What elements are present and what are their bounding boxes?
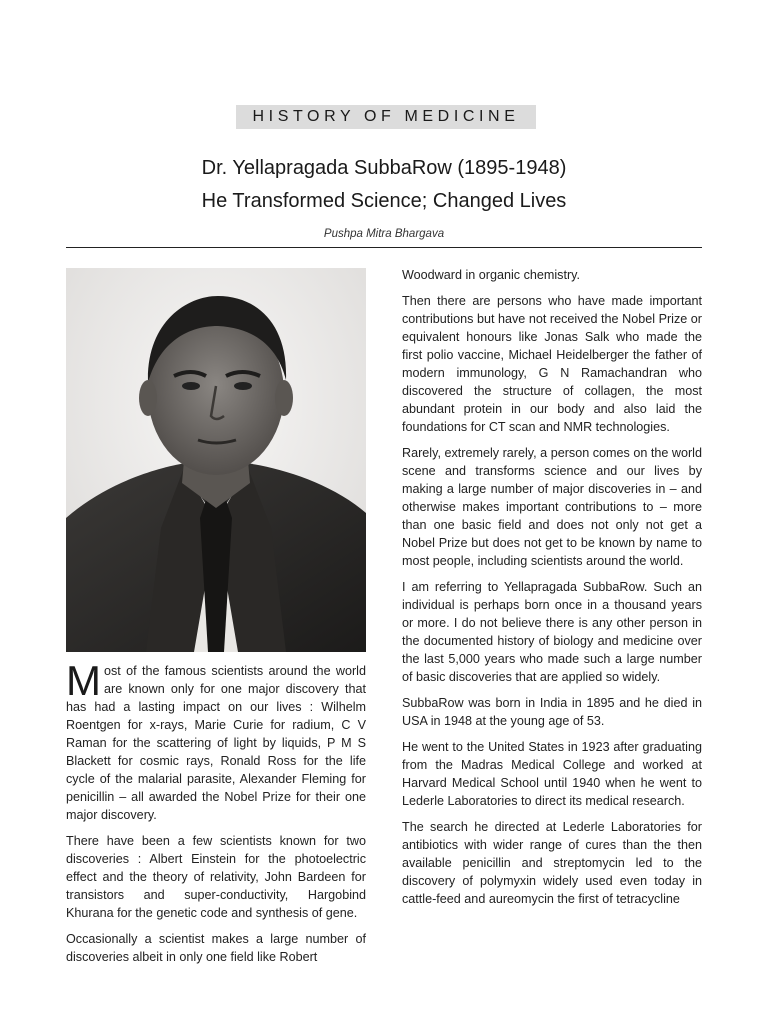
paragraph: He went to the United States in 1923 after graduating from the Madras Medical College and worked at Harvard Medical School until 1940 when he went to Lederle Laboratories to direct its medical research. xyxy=(402,740,702,808)
section-tag: HISTORY OF MEDICINE xyxy=(236,105,536,129)
portrait-photo xyxy=(66,268,366,652)
paragraph xyxy=(66,657,366,824)
right-column xyxy=(402,266,702,916)
author-byline: Pushpa Mitra Bhargava xyxy=(323,228,445,240)
paragraph: I am referring to Yellapragada SubbaRow. Such an individual is perhaps born once in a thousand years or more. I do not believe there is any other person in the documented history of biology and medicine over the last 5,000 years who made such a large number of basic discoveries that are applied so widely. xyxy=(402,580,702,684)
paragraph: There have been a few scientists known for two discoveries : Albert Einstein for the photoelectric effect and the theory of relativity, John Bardeen for transistors and super-conductivity, Hargobind Khurana for the genetic code and synthesis of gene. xyxy=(66,834,366,920)
left-column xyxy=(66,657,366,974)
header-divider xyxy=(66,247,702,248)
paragraph: Woodward in organic chemistry. xyxy=(402,268,581,282)
paragraph-text: ost of the famous scientists around the world are known only for one major discovery that has had a lasting impact on our lives : Wilhelm Roentgen for x-rays, Marie Curie for radium, C V Raman for the scattering of light by liquids, P M S Blackett for cosmic rays, Ronald Ross for the life cycle of the malarial parasite, Alexander Fleming for penicillin – all awarded the Nobel Prize for their one major discovery. xyxy=(66,664,366,822)
drop-cap: M xyxy=(66,657,101,704)
paragraph: SubbaRow was born in India in 1895 and he died in USA in 1948 at the young age of 53. xyxy=(402,696,702,728)
portrait-illustration xyxy=(66,268,366,652)
paragraph: Occasionally a scientist makes a large number of discoveries albeit in only one field like Robert xyxy=(66,932,366,964)
paragraph: Then there are persons who have made important contributions but have not received the Nobel Prize or equivalent honours like Jonas Salk who made the first polio vaccine, Michael Heidelberger the father of modern immunology, G N Ramachandran who discovered the structure of collagen, the most abundant protein in our body and also laid the foundations for CT scan and NMR technologies. xyxy=(402,294,702,434)
paragraph: The search he directed at Lederle Laboratories for antibiotics with wider range of cures than the then available penicillin and streptomycin led to the discovery of polymyxin widely used even today in cattle-feed and aureomycin the first of tetracycline xyxy=(402,820,702,906)
article-title: Dr. Yellapragada SubbaRow (1895-1948) xyxy=(201,157,567,179)
paragraph: Rarely, extremely rarely, a person comes on the world scene and transforms science and our lives by making a large number of major discoveries in – and otherwise makes important contributions to – more than one basic field and does not only not get a Nobel Prize but does not get to be known by name to most people, including scientists around the world. xyxy=(402,446,702,568)
article-subtitle: He Transformed Science; Changed Lives xyxy=(201,190,567,212)
